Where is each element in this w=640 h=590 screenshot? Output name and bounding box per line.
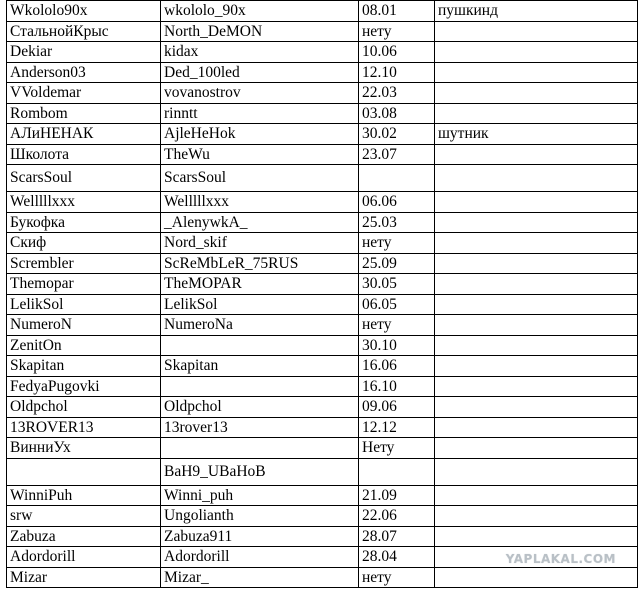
note-cell: шутник xyxy=(435,124,638,145)
nickname-cell: Themopar xyxy=(7,274,161,295)
nickname-cell: Скиф xyxy=(7,233,161,254)
nickname-cell: Oldpchol xyxy=(7,397,161,418)
date-cell: нету xyxy=(359,233,435,254)
date-cell: 03.08 xyxy=(359,103,435,124)
note-cell xyxy=(435,253,638,274)
note-cell xyxy=(435,21,638,42)
login-cell: Skapitan xyxy=(161,356,359,377)
nickname-cell: srw xyxy=(7,506,161,527)
login-cell: LelikSol xyxy=(161,294,359,315)
login-cell: ScarsSoul xyxy=(161,165,359,192)
note-cell xyxy=(435,397,638,418)
note-cell xyxy=(435,376,638,397)
date-cell: 30.05 xyxy=(359,274,435,295)
table-row xyxy=(7,376,638,397)
note-cell xyxy=(435,192,638,213)
date-cell: 06.06 xyxy=(359,192,435,213)
table-row xyxy=(7,233,638,254)
table-row xyxy=(7,42,638,63)
table-row xyxy=(7,294,638,315)
note-cell xyxy=(435,335,638,356)
note-cell xyxy=(435,212,638,233)
login-cell: Adordorill xyxy=(161,547,359,568)
watermark-logo: YAPLAKAL.COM xyxy=(505,552,616,566)
date-cell: 22.06 xyxy=(359,506,435,527)
date-cell: нету xyxy=(359,21,435,42)
login-cell: Nord_skif xyxy=(161,233,359,254)
nickname-cell xyxy=(7,458,161,485)
date-cell: 25.03 xyxy=(359,212,435,233)
note-cell xyxy=(435,233,638,254)
table-row xyxy=(7,274,638,295)
login-cell: BaH9_UBaHoB xyxy=(161,458,359,485)
nickname-cell: ZenitOn xyxy=(7,335,161,356)
login-cell: TheWu xyxy=(161,144,359,165)
table-row xyxy=(7,397,638,418)
date-cell: Нету xyxy=(359,438,435,459)
login-cell: Oldpchol xyxy=(161,397,359,418)
date-cell: 16.10 xyxy=(359,376,435,397)
nickname-cell: АЛиНЕНАК xyxy=(7,124,161,145)
nickname-cell: Mizar xyxy=(7,567,161,588)
note-cell xyxy=(435,485,638,506)
nickname-cell: ВинниУх xyxy=(7,438,161,459)
note-cell xyxy=(435,356,638,377)
date-cell: нету xyxy=(359,567,435,588)
note-cell xyxy=(435,526,638,547)
login-cell: vovanostrov xyxy=(161,83,359,104)
date-cell xyxy=(359,458,435,485)
date-cell: 21.09 xyxy=(359,485,435,506)
date-cell: 16.06 xyxy=(359,356,435,377)
date-cell: 25.09 xyxy=(359,253,435,274)
nickname-table xyxy=(6,0,638,588)
login-cell: kidax xyxy=(161,42,359,63)
nickname-cell: Букофка xyxy=(7,212,161,233)
login-cell: Winni_puh xyxy=(161,485,359,506)
date-cell xyxy=(359,165,435,192)
date-cell: 30.10 xyxy=(359,335,435,356)
login-cell: AjleHeHok xyxy=(161,124,359,145)
date-cell: 06.05 xyxy=(359,294,435,315)
note-cell xyxy=(435,438,638,459)
table-row xyxy=(7,192,638,213)
table-row xyxy=(7,458,638,485)
nickname-cell: VVoldemar xyxy=(7,83,161,104)
date-cell: нету xyxy=(359,315,435,336)
table-row xyxy=(7,1,638,22)
login-cell: Welllllxxx xyxy=(161,192,359,213)
login-cell: Zabuza911 xyxy=(161,526,359,547)
nickname-cell: ScarsSoul xyxy=(7,165,161,192)
login-cell: NumeroNa xyxy=(161,315,359,336)
table-row xyxy=(7,526,638,547)
nickname-cell: WinniPuh xyxy=(7,485,161,506)
note-cell xyxy=(435,83,638,104)
login-cell: Ded_100led xyxy=(161,62,359,83)
date-cell: 28.07 xyxy=(359,526,435,547)
login-cell: rinntt xyxy=(161,103,359,124)
date-cell: 22.03 xyxy=(359,83,435,104)
date-cell: 12.12 xyxy=(359,417,435,438)
table-row xyxy=(7,83,638,104)
login-cell: 13rover13 xyxy=(161,417,359,438)
nickname-cell: Rombom xyxy=(7,103,161,124)
nickname-cell: Wkololo90x xyxy=(7,1,161,22)
note-cell: пушкинд xyxy=(435,1,638,22)
note-cell xyxy=(435,42,638,63)
nickname-cell: LelikSol xyxy=(7,294,161,315)
note-cell xyxy=(435,165,638,192)
login-cell: _AlenywkA_ xyxy=(161,212,359,233)
nickname-cell: NumeroN xyxy=(7,315,161,336)
date-cell: 09.06 xyxy=(359,397,435,418)
nickname-cell: Adordorill xyxy=(7,547,161,568)
table-body xyxy=(7,1,638,588)
table-row xyxy=(7,21,638,42)
note-cell xyxy=(435,144,638,165)
login-cell: North_DeMON xyxy=(161,21,359,42)
table-row xyxy=(7,567,638,588)
nickname-cell: Skapitan xyxy=(7,356,161,377)
nickname-cell: Zabuza xyxy=(7,526,161,547)
table-row xyxy=(7,356,638,377)
login-cell: Mizar_ xyxy=(161,567,359,588)
table-row xyxy=(7,335,638,356)
table-row xyxy=(7,506,638,527)
table-row xyxy=(7,103,638,124)
note-cell xyxy=(435,274,638,295)
login-cell xyxy=(161,438,359,459)
date-cell: 30.02 xyxy=(359,124,435,145)
note-cell xyxy=(435,315,638,336)
login-cell: TheMOPAR xyxy=(161,274,359,295)
date-cell: 23.07 xyxy=(359,144,435,165)
nickname-cell: Anderson03 xyxy=(7,62,161,83)
nickname-cell: 13ROVER13 xyxy=(7,417,161,438)
note-cell xyxy=(435,294,638,315)
nickname-cell: Школота xyxy=(7,144,161,165)
date-cell: 28.04 xyxy=(359,547,435,568)
note-cell xyxy=(435,62,638,83)
login-cell xyxy=(161,335,359,356)
login-cell xyxy=(161,376,359,397)
note-cell xyxy=(435,567,638,588)
table-row xyxy=(7,124,638,145)
note-cell xyxy=(435,103,638,124)
nickname-cell: FedyaPugovki xyxy=(7,376,161,397)
date-cell: 10.06 xyxy=(359,42,435,63)
table-row xyxy=(7,485,638,506)
table-row xyxy=(7,253,638,274)
date-cell: 08.01 xyxy=(359,1,435,22)
note-cell xyxy=(435,506,638,527)
table-row xyxy=(7,165,638,192)
note-cell xyxy=(435,417,638,438)
nickname-cell: СтальнойКрыс xyxy=(7,21,161,42)
login-cell: Ungolianth xyxy=(161,506,359,527)
nickname-cell: Scrembler xyxy=(7,253,161,274)
nickname-cell: Welllllxxx xyxy=(7,192,161,213)
table-row xyxy=(7,438,638,459)
table-row xyxy=(7,315,638,336)
table-row xyxy=(7,62,638,83)
nickname-cell: Dekiar xyxy=(7,42,161,63)
table-row xyxy=(7,212,638,233)
note-cell xyxy=(435,458,638,485)
table-row xyxy=(7,417,638,438)
login-cell: ScReMbLeR_75RUS xyxy=(161,253,359,274)
date-cell: 12.10 xyxy=(359,62,435,83)
table-row xyxy=(7,144,638,165)
login-cell: wkololo_90x xyxy=(161,1,359,22)
